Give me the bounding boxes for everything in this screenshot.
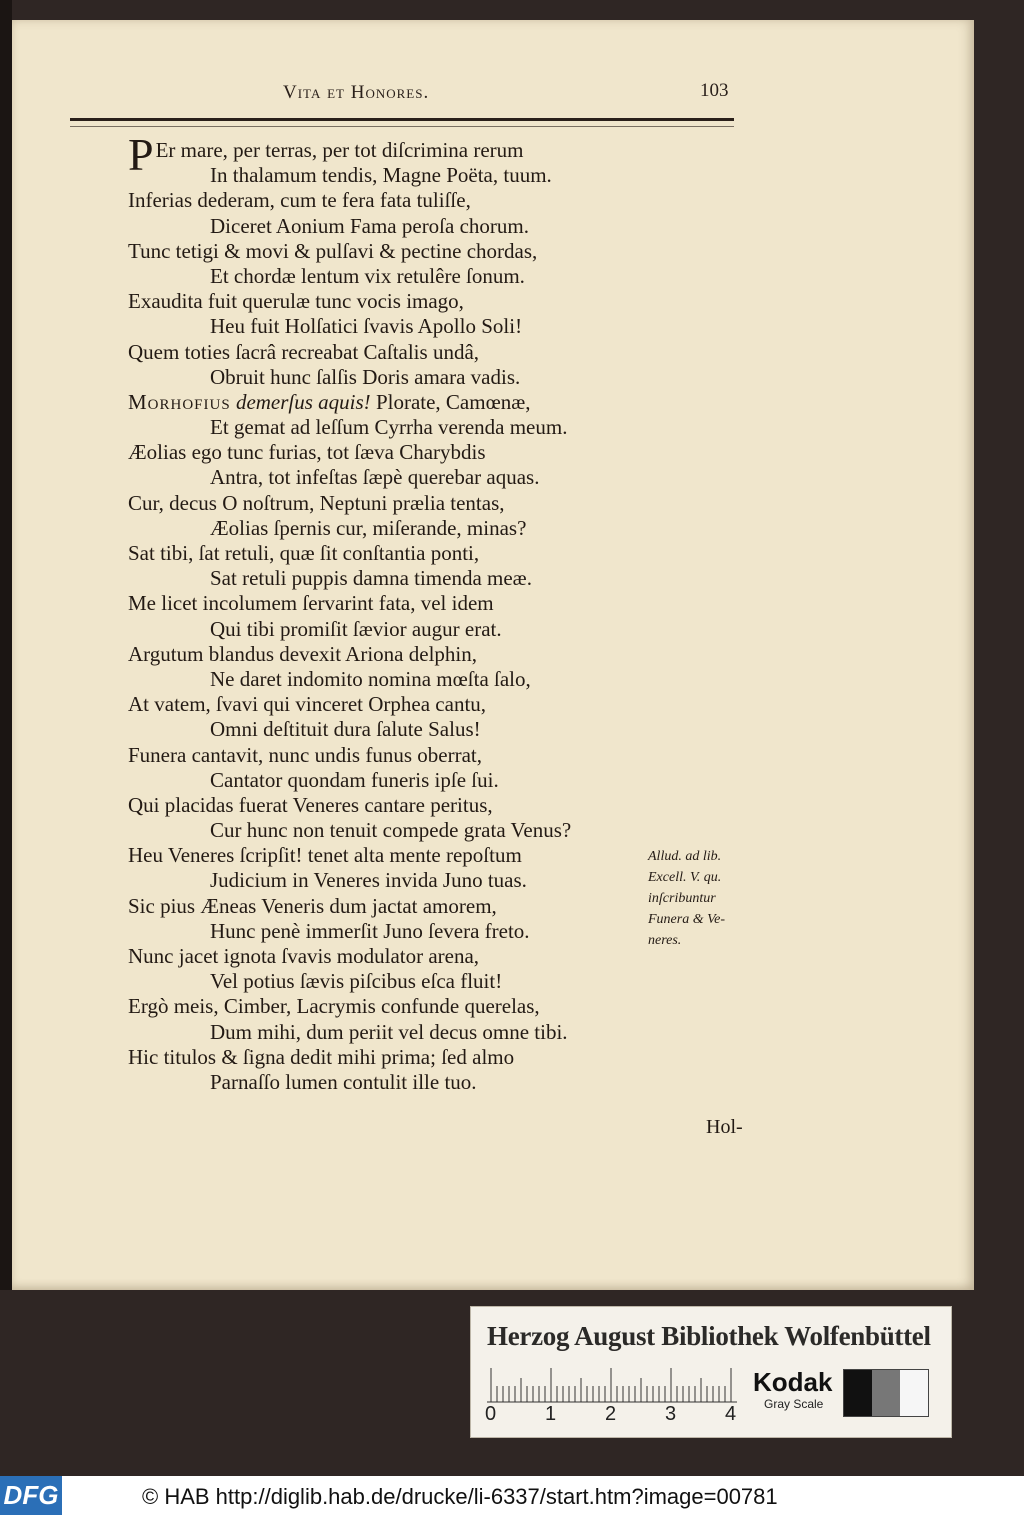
dfg-logo: DFG	[0, 1476, 62, 1515]
poem-line	[128, 617, 688, 642]
line-text: Dum mihi, dum periit vel decus omne tibi.	[210, 1019, 568, 1044]
drop-cap: P	[128, 129, 154, 180]
poem-line	[128, 365, 688, 390]
margin-note-line: inſcribuntur	[648, 891, 716, 906]
swatch-white	[900, 1370, 928, 1416]
ruler-number: 1	[545, 1403, 557, 1425]
line-text: Hic titulos & ſigna dedit mihi prima; ſed almo	[128, 1044, 515, 1069]
poem-text	[128, 129, 688, 1095]
line-text: Sat tibi, ſat retuli, quæ ſit conſtantia ponti,	[128, 541, 480, 565]
line-text: Ergò meis, Cimber, Lacrymis confunde querelas,	[128, 994, 540, 1019]
line-text: Funera cantavit, nunc undis funus oberrat,	[128, 742, 482, 767]
catchword: Hol-	[706, 1116, 743, 1138]
line-text: Obruit hunc ſalſis Doris amara vadis.	[210, 364, 521, 389]
poem-line	[128, 944, 688, 969]
line-text: Qui placidas fuerat Veneres cantare peritus,	[128, 792, 493, 817]
poem-line	[128, 919, 688, 944]
line-text: Qui tibi promiſit ſævior augur erat.	[210, 616, 502, 641]
poem-line	[128, 667, 688, 692]
margin-note	[648, 846, 758, 951]
poem-line	[128, 340, 688, 365]
line-text: Antra, tot infeſtas ſæpè querebar aquas.	[210, 465, 540, 490]
poem-line	[128, 214, 688, 239]
library-name: Herzog August Bibliothek Wolfenbüttel	[487, 1321, 931, 1351]
poem-line	[128, 692, 688, 717]
poem-line	[128, 541, 688, 566]
line-text: Et chordæ lentum vix retulêre ſonum.	[210, 263, 525, 288]
poem-line	[128, 188, 688, 213]
kodak-label: Kodak	[753, 1367, 833, 1397]
running-head: Vita et Honores.	[283, 82, 430, 103]
ruler-number: 2	[605, 1403, 617, 1425]
poem-line	[128, 314, 688, 339]
margin-note-line: Allud. ad lib.	[648, 849, 722, 864]
line-text: Heu Veneres ſcripſit! tenet alta mente repoſtum	[128, 843, 522, 868]
line-text: Inferias dederam, cum te fera fata tuliſſe,	[128, 188, 471, 213]
line-text: Quem toties ſacrâ recreabat Caſtalis undâ,	[128, 339, 480, 364]
scale-ruler	[487, 1365, 737, 1403]
margin-note-line: Excell. V. qu.	[648, 870, 722, 885]
poem-line	[128, 491, 688, 516]
line-text: Plorate, Camœnæ,	[370, 389, 531, 414]
line-text: Me licet incolumem ſervarint fata, vel idem	[128, 591, 494, 616]
line-text: Ne daret indomito nomina mœſta ſalo,	[210, 666, 531, 691]
ruler-number: 0	[485, 1403, 497, 1425]
poem-line	[128, 843, 688, 868]
line-text: Sat retuli puppis damna timenda meæ.	[210, 566, 532, 591]
gray-swatches	[843, 1369, 929, 1417]
line-text: In thalamum tendis, Magne Poëta, tuum.	[210, 163, 552, 188]
line-text: Diceret Aonium Fama peroſa chorum.	[210, 213, 529, 238]
line-text: Judicium in Veneres invida Juno tuas.	[210, 868, 527, 893]
poem-line	[128, 1020, 688, 1045]
line-text: Tunc tetigi & movi & pulſavi & pectine chordas,	[128, 238, 538, 263]
header-rule-thin	[70, 126, 734, 127]
line-text: Er mare, per terras, per tot diſcrimina rerum	[155, 138, 524, 162]
library-target-card	[470, 1306, 952, 1438]
line-text: Omni deſtituit dura ſalute Salus!	[210, 717, 481, 742]
line-text: Æolias ſpernis cur, miſerande, minas?	[210, 515, 527, 540]
poem-line	[128, 289, 688, 314]
line-text: Cantator quondam funeris ipſe ſui.	[210, 767, 499, 792]
italic-phrase: demerſus aquis!	[230, 389, 371, 414]
line-text: Et gemat ad leſſum Cyrrha verenda meum.	[210, 415, 568, 440]
ruler-number: 3	[665, 1403, 677, 1425]
poem-line	[128, 415, 688, 440]
line-text: Parnaſſo lumen contulit ille tuo.	[210, 1069, 477, 1094]
poem-line	[128, 566, 688, 591]
line-text: Cur, decus O noſtrum, Neptuni prælia tentas,	[128, 490, 505, 515]
line-text: Nunc jacet ignota ſvavis modulator arena,	[128, 944, 480, 968]
poem-line	[128, 969, 688, 994]
margin-note-line: Funera & Ve-	[648, 912, 725, 927]
line-text: Vel potius ſævis piſcibus eſca fluit!	[210, 969, 503, 994]
header-rule	[70, 118, 734, 121]
line-text: Sic pius Æneas Veneris dum jactat amorem,	[128, 893, 497, 918]
line-text: At vatem, ſvavi qui vinceret Orphea cantu,	[128, 692, 487, 717]
copyright-link[interactable]: © HAB http://diglib.hab.de/drucke/li-6337/start.htm?image=00781	[142, 1484, 778, 1509]
line-text: Æolias ego tunc furias, tot ſæva Charybdis	[128, 440, 486, 465]
page-edge	[0, 0, 12, 1290]
poem-line	[128, 239, 688, 264]
poem-line	[128, 1045, 688, 1070]
poem-line	[128, 591, 688, 616]
poem-line	[128, 894, 688, 919]
margin-note-line: neres.	[648, 933, 682, 948]
gray-scale-label: Gray Scale	[764, 1397, 824, 1411]
line-text: Cur hunc non tenuit compede grata Venus?	[210, 818, 572, 843]
poem-line	[128, 743, 688, 768]
page-number: 103	[700, 80, 729, 101]
poem-line	[128, 440, 688, 465]
poem-line	[128, 264, 688, 289]
poem-line	[128, 818, 688, 843]
swatch-gray	[872, 1370, 900, 1416]
author-name: Morhofius	[128, 389, 231, 414]
poem-line	[128, 717, 688, 742]
poem-line	[128, 868, 688, 893]
poem-line	[128, 994, 688, 1019]
line-text: Argutum blandus devexit Ariona delphin,	[128, 641, 477, 666]
poem-line	[128, 793, 688, 818]
poem-line	[128, 642, 688, 667]
poem-line	[128, 390, 688, 415]
poem-line	[128, 465, 688, 490]
poem-line	[128, 163, 688, 188]
line-text: Hunc penè immerſit Juno ſevera freto.	[210, 918, 530, 943]
poem-line	[128, 1070, 688, 1095]
swatch-black	[844, 1370, 872, 1416]
line-text: Heu fuit Holſatici ſvavis Apollo Soli!	[210, 314, 523, 339]
line-text: Exaudita fuit querulæ tunc vocis imago,	[128, 289, 464, 314]
ruler-number: 4	[725, 1403, 737, 1425]
poem-line	[128, 768, 688, 793]
poem-line	[128, 516, 688, 541]
